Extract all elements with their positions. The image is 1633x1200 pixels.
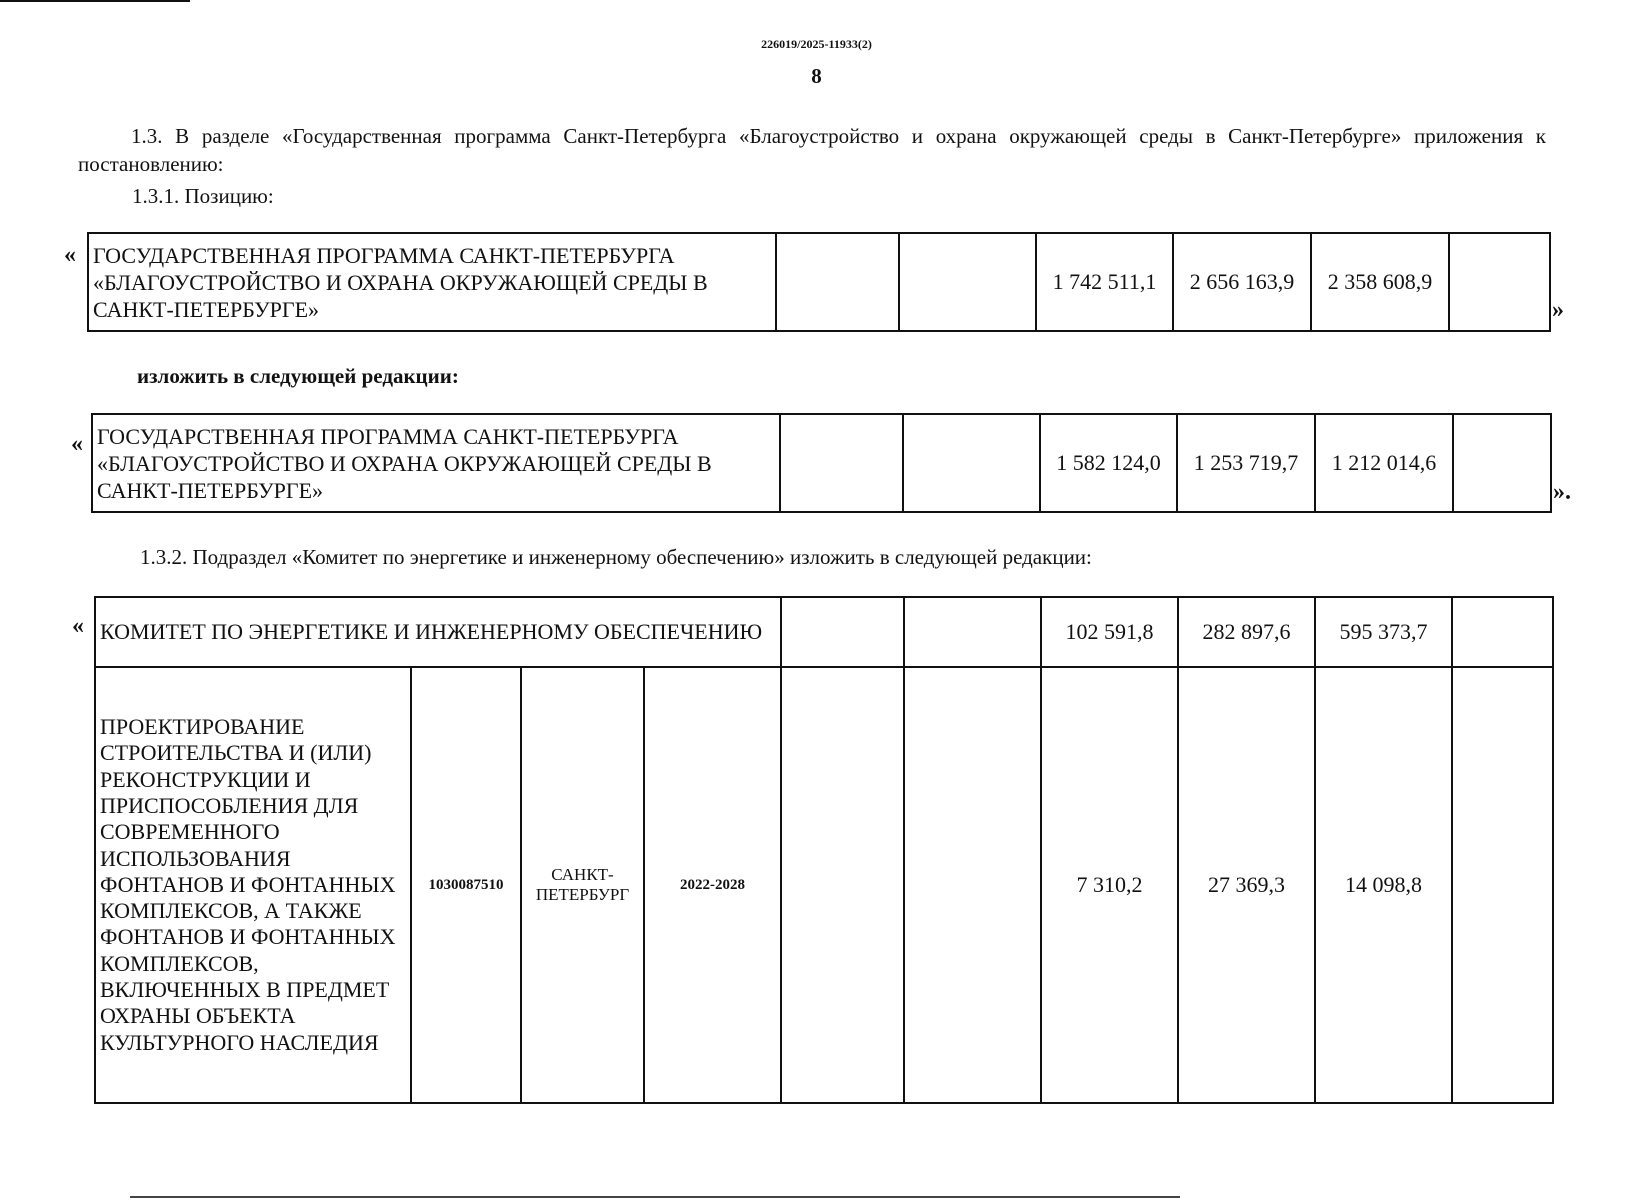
table-row <box>92 414 1551 512</box>
value-cell-3: 595 373,7 <box>1315 597 1452 667</box>
committee-name-cell: КОМИТЕТ ПО ЭНЕРГЕТИКЕ И ИНЖЕНЕРНОМУ ОБЕСПЕЧЕНИЮ <box>95 597 781 667</box>
open-quote: « <box>71 431 83 457</box>
table-row <box>95 667 1553 1103</box>
bottom-rule <box>130 1196 1180 1198</box>
empty-cell <box>1453 414 1551 512</box>
empty-cell <box>781 667 904 1103</box>
program-name-cell: ГОСУДАРСТВЕННАЯ ПРОГРАММА САНКТ-ПЕТЕРБУРГА «БЛАГОУСТРОЙСТВО И ОХРАНА ОКРУЖАЮЩЕЙ СРЕДЫ В САНКТ-ПЕТЕРБУРГЕ» <box>88 233 776 331</box>
table-new-position <box>91 413 1552 513</box>
table-row <box>95 597 1553 667</box>
table-row <box>88 233 1550 331</box>
empty-cell <box>781 597 904 667</box>
empty-cell <box>1452 667 1553 1103</box>
value-cell-1: 102 591,8 <box>1041 597 1178 667</box>
empty-cell <box>903 414 1040 512</box>
open-quote: « <box>72 613 84 639</box>
close-quote: » <box>1552 297 1564 323</box>
empty-cell <box>899 233 1036 331</box>
close-quote: ». <box>1553 479 1571 505</box>
paragraph-new-edition: изложить в следующей редакции: <box>137 364 459 388</box>
project-name-cell: ПРОЕКТИРОВАНИЕ СТРОИТЕЛЬСТВА И (ИЛИ) РЕКОНСТРУКЦИИ И ПРИСПОСОБЛЕНИЯ ДЛЯ СОВРЕМЕННОГО ИСПОЛЬЗОВАНИЯ ФОНТАНОВ И ФОНТАННЫХ КОМПЛЕКСОВ, А ТАКЖЕ ФОНТАНОВ И ФОНТАННЫХ КОМПЛЕКСОВ, ВКЛЮЧЕННЫХ В ПРЕДМЕТ ОХРАНЫ ОБЪЕКТА КУЛЬТУРНОГО НАСЛЕДИЯ <box>95 667 411 1103</box>
top-rule <box>0 0 190 2</box>
document-number: 226019/2025-11933(2) <box>761 37 872 51</box>
value-cell-1: 1 742 511,1 <box>1036 233 1173 331</box>
paragraph-1-3: 1.3. В разделе «Государственная программа Санкт-Петербурга «Благоустройство и охрана окружающей среды в Санкт-Петербурге» приложения к постановлению: <box>78 124 1546 176</box>
value-cell-3: 1 212 014,6 <box>1315 414 1453 512</box>
empty-cell <box>776 233 899 331</box>
table-energy-committee <box>94 596 1554 1104</box>
location-cell: САНКТ-ПЕТЕРБУРГ <box>521 667 644 1103</box>
code-cell: 1030087510 <box>411 667 521 1103</box>
value-cell-3: 2 358 608,9 <box>1311 233 1449 331</box>
empty-cell <box>1452 597 1553 667</box>
period-cell: 2022-2028 <box>644 667 781 1103</box>
value-cell-2: 2 656 163,9 <box>1173 233 1311 331</box>
page-number: 8 <box>811 64 822 88</box>
paragraph-1-3-1: 1.3.1. Позицию: <box>132 184 274 208</box>
value-cell-1: 7 310,2 <box>1041 667 1178 1103</box>
value-cell-3: 14 098,8 <box>1315 667 1452 1103</box>
empty-cell <box>780 414 903 512</box>
program-name-cell: ГОСУДАРСТВЕННАЯ ПРОГРАММА САНКТ-ПЕТЕРБУРГА «БЛАГОУСТРОЙСТВО И ОХРАНА ОКРУЖАЮЩЕЙ СРЕДЫ В САНКТ-ПЕТЕРБУРГЕ» <box>92 414 780 512</box>
value-cell-2: 1 253 719,7 <box>1177 414 1315 512</box>
value-cell-1: 1 582 124,0 <box>1040 414 1177 512</box>
value-cell-2: 282 897,6 <box>1178 597 1315 667</box>
value-cell-2: 27 369,3 <box>1178 667 1315 1103</box>
table-current-position <box>87 232 1551 332</box>
empty-cell <box>904 667 1041 1103</box>
empty-cell <box>1449 233 1550 331</box>
open-quote: « <box>64 242 76 268</box>
empty-cell <box>904 597 1041 667</box>
paragraph-1-3-2: 1.3.2. Подраздел «Комитет по энергетике и инженерному обеспечению» изложить в следующей редакции: <box>140 545 1092 569</box>
